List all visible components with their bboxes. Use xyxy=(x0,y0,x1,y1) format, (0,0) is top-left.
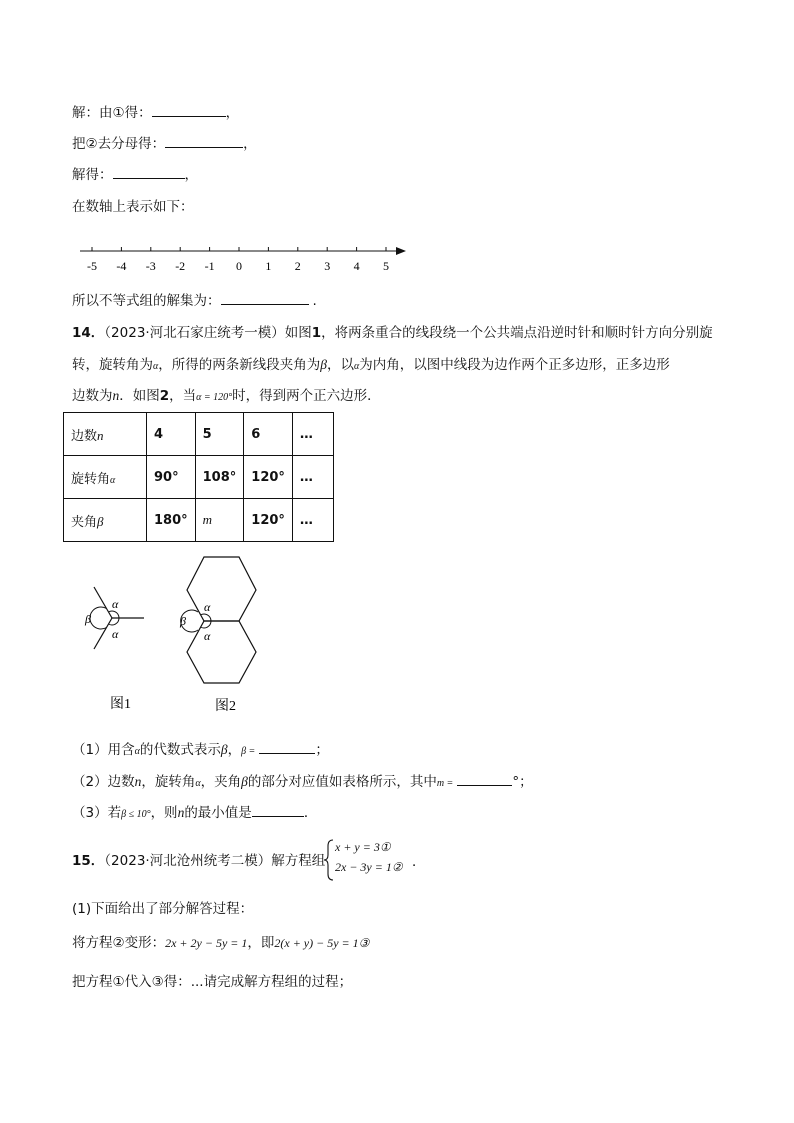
table-cell: 120° xyxy=(244,456,293,499)
number-line-tick-label: 1 xyxy=(265,259,272,273)
number-line-tick-label: 2 xyxy=(294,259,301,273)
answer-blank[interactable] xyxy=(165,135,243,148)
number-line-tick-label: 3 xyxy=(324,259,331,273)
q13-step3-suffix: ， xyxy=(184,167,198,183)
row-label: 夹角 xyxy=(71,514,98,530)
table-row xyxy=(64,456,334,499)
q14-sub3-b: ，则 xyxy=(150,805,178,821)
answer-blank[interactable] xyxy=(152,104,226,117)
figure-1-caption: 图1 xyxy=(110,697,131,712)
q13-step3-prefix: 解得： xyxy=(72,167,113,183)
q14-sub2-e: °； xyxy=(512,774,533,790)
values-table xyxy=(63,412,334,542)
q13-step2 xyxy=(72,134,257,154)
alpha-symbol: α xyxy=(134,746,140,757)
m-equals: m = xyxy=(436,778,454,789)
alpha-label: α xyxy=(112,597,119,611)
q15-eq1: x + y = 3① xyxy=(335,840,391,854)
row-symbol: α xyxy=(110,474,116,486)
table-row xyxy=(64,499,334,542)
q13-conclusion-suffix: . xyxy=(312,293,317,309)
q14-sub3-c: 的最小值是 xyxy=(184,805,252,821)
q14-text3d: 时，得到两个正六边形． xyxy=(232,388,381,404)
q13-step2-suffix: ， xyxy=(243,136,257,152)
q15-step2: 把方程①代入③得：...请完成解方程组的过程； xyxy=(72,974,353,990)
q14-sub1 xyxy=(72,740,329,762)
number-line-tick-label: 0 xyxy=(236,259,242,273)
alpha-symbol: α xyxy=(353,361,360,372)
q13-conclusion-prefix: 所以不等式组的解集为： xyxy=(72,293,221,309)
table-row-header xyxy=(64,499,147,542)
number-line xyxy=(70,238,415,276)
q13-step1-suffix: ， xyxy=(225,105,240,121)
number-line-tick-label: -5 xyxy=(87,259,97,273)
n-symbol: n xyxy=(112,388,120,403)
q13-step1 xyxy=(72,103,239,123)
q15-step1-eq: 2x + 2y − 5y = 1 xyxy=(165,936,248,950)
q13-step3 xyxy=(72,165,198,185)
beta-symbol: β xyxy=(241,774,248,789)
q14-sub1-c: ， xyxy=(227,742,242,758)
q14-text2b: ，所得的两条新线段夹角为 xyxy=(158,357,321,373)
equation-brace xyxy=(323,838,335,882)
q13-step1-prefix: 解：由①得： xyxy=(72,105,152,121)
q14-text3b: ．如图 xyxy=(119,388,160,404)
answer-blank[interactable] xyxy=(221,292,309,305)
number-line-tick-label: -1 xyxy=(204,259,215,273)
q14-sub1-a: （1）用含 xyxy=(72,742,135,758)
q14-text1a: 如图 xyxy=(284,325,312,341)
q14-fig2-ref: 2 xyxy=(159,388,170,404)
row-label: 旋转角 xyxy=(71,471,111,487)
q13-conclusion xyxy=(72,291,317,311)
beta-symbol: β xyxy=(220,742,228,757)
q15-end: ． xyxy=(412,854,426,870)
alpha-symbol: α xyxy=(153,361,159,372)
alpha-symbol: α xyxy=(195,778,201,789)
n-symbol: n xyxy=(134,774,142,789)
answer-blank[interactable] xyxy=(113,166,185,179)
q14-text3a: 边数为 xyxy=(72,388,113,404)
q14-sub2-d: 的部分对应值如表格所示，其中 xyxy=(247,774,437,790)
beta-symbol: β xyxy=(320,357,327,372)
alpha-label: α xyxy=(112,627,119,641)
q14-sub2 xyxy=(72,772,533,794)
q14-sub2-b: ，旋转角 xyxy=(141,774,196,790)
q13-numberline-intro: 在数轴上表示如下： xyxy=(72,199,194,215)
q14-sub1-b: 的代数式表示 xyxy=(139,742,221,758)
beta-label: β xyxy=(180,614,186,628)
q13-step2-prefix: 把②去分母得： xyxy=(72,136,166,152)
q14-text2a: 转，旋转角为 xyxy=(72,357,153,373)
beta-equals: β = xyxy=(241,746,256,757)
q15-header xyxy=(72,851,325,871)
figure-2 xyxy=(175,553,270,718)
q14-sub2-a: （2）边数 xyxy=(72,774,135,790)
q15-part1: (1)下面给出了部分解答过程： xyxy=(72,901,254,917)
q14-source: （2023·河北石家庄统考一模） xyxy=(104,325,285,341)
table-row-header xyxy=(64,456,147,499)
beta-condition: β ≤ 10° xyxy=(121,809,151,820)
table-cell: m xyxy=(195,499,244,542)
q15-step1-eq2: 2(x + y) − 5y = 1③ xyxy=(274,936,370,950)
number-line-tick-label: -2 xyxy=(175,259,186,273)
row-label: 边数 xyxy=(71,428,98,444)
q14-condition: α = 120° xyxy=(196,392,233,403)
alpha-label: α xyxy=(204,629,211,643)
table-cell: 108° xyxy=(195,456,244,499)
table-cell: 5 xyxy=(195,413,244,456)
q14-line2 xyxy=(72,355,670,377)
table-row xyxy=(64,413,334,456)
n-symbol: n xyxy=(177,805,185,820)
figure-2-caption: 图2 xyxy=(215,699,236,714)
q15-step1-a: 将方程②变形： xyxy=(72,935,166,951)
beta-label: β xyxy=(85,612,91,626)
q15-step1-b: ，即 xyxy=(247,935,275,951)
q14-sub2-c: ，夹角 xyxy=(200,774,242,790)
q14-fig-ref: 1 xyxy=(311,325,322,341)
number-line-tick-label: 4 xyxy=(353,259,360,273)
q14-line1 xyxy=(72,323,713,343)
q14-text1b: ，将两条重合的线段绕一个公共端点沿逆时针和顺时针方向分别旋 xyxy=(321,325,713,341)
table-cell: 120° xyxy=(244,499,293,542)
table-cell: … xyxy=(292,456,333,499)
number-line-tick-label: -4 xyxy=(116,259,127,273)
table-cell: 180° xyxy=(147,499,196,542)
row-symbol: n xyxy=(97,427,104,443)
q14-text3c: ，当 xyxy=(169,388,197,404)
q14-number: 14． xyxy=(72,325,105,341)
row-symbol: β xyxy=(97,513,104,529)
table-cell: 6 xyxy=(244,413,293,456)
q14-line3 xyxy=(72,386,381,408)
table-cell: … xyxy=(292,413,333,456)
number-line-tick-label: 5 xyxy=(383,259,389,273)
q14-sub1-d: ； xyxy=(315,742,329,758)
q15-number: 15． xyxy=(72,853,105,869)
alpha-label: α xyxy=(204,600,211,614)
table-cell: 90° xyxy=(147,456,196,499)
number-line-tick-label: -3 xyxy=(145,259,156,273)
answer-blank[interactable] xyxy=(252,804,304,817)
answer-blank[interactable] xyxy=(457,773,512,786)
q15-source: （2023·河北沧州统考二模） xyxy=(104,853,272,869)
q14-sub3-d: ． xyxy=(303,805,318,821)
table-cell: … xyxy=(292,499,333,542)
q15-eq2: 2x − 3y = 1② xyxy=(335,860,403,874)
q14-sub3-a: （3）若 xyxy=(72,805,122,821)
q14-text2c: ，以 xyxy=(326,357,354,373)
q14-text2d: 为内角，以图中线段为边作两个正多边形，正多边形 xyxy=(359,357,670,373)
figure-1 xyxy=(78,580,158,715)
table-cell: 4 xyxy=(147,413,196,456)
table-row-header xyxy=(64,413,147,456)
answer-blank[interactable] xyxy=(259,741,315,754)
q15-step1 xyxy=(72,933,369,953)
q14-sub3 xyxy=(72,803,317,825)
q15-intro: 解方程组 xyxy=(271,853,326,869)
